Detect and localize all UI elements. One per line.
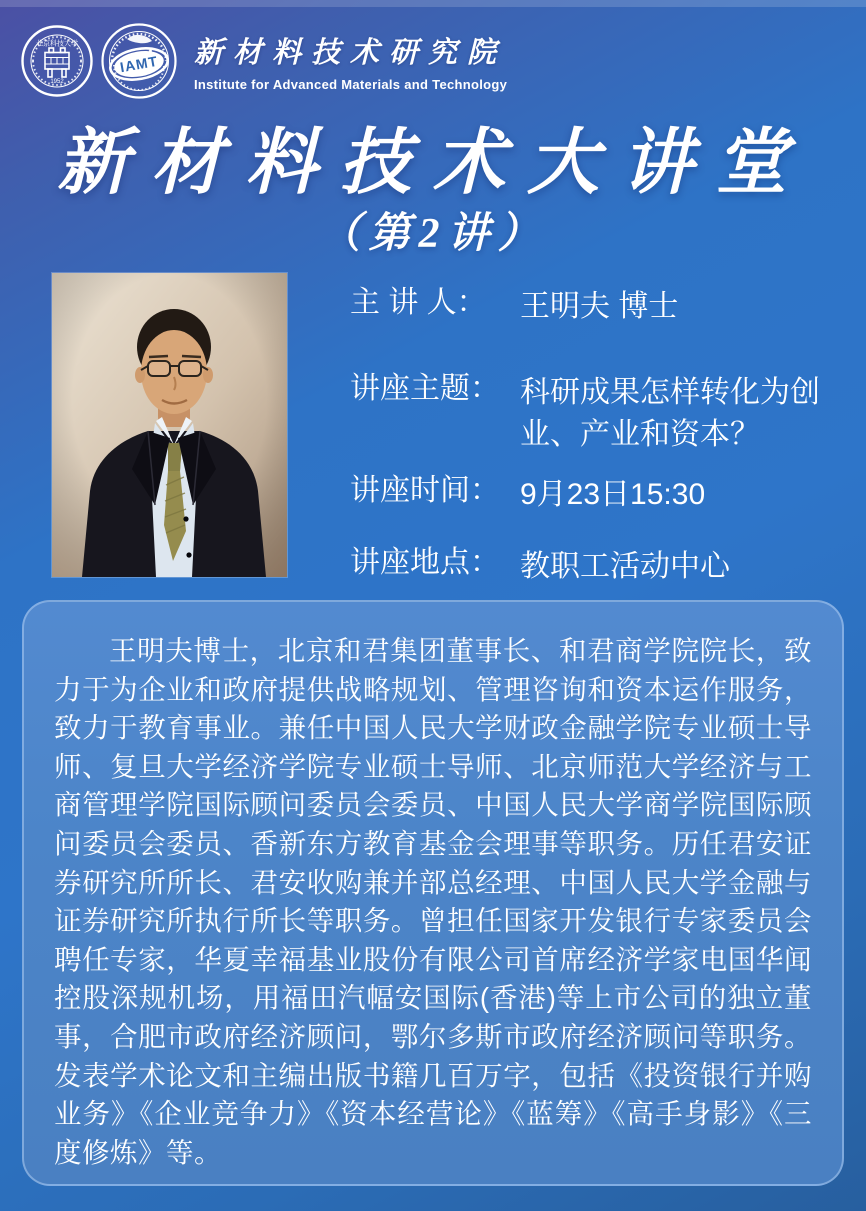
speaker-portrait-illustration bbox=[52, 273, 287, 577]
detail-location-value: 教职工活动中心 bbox=[520, 550, 730, 583]
biography-text: 王明夫博士，北京和君集团董事长、和君商学院院长，致力于为企业和政府提供战略规划、管理咨询和资本运作服务，致力于教育事业。兼任中国人民大学财政金融学院专业硕士导师、复旦大学经济学院专业硕士导师、北京师范大学经济与工商管理学院国际顾问委员会委员、中国人民大学商学院国际顾问委员会委员、香新东方教育基金会理事等职务。历任君安证券研究所所长、君安收购兼并部总经理、中国人民大学金融与证券研究所执行所长等职务。曾担任国家开发银行专家委员会聘任专家，华夏幸福基业股份有限公司首席经济学家电国华闻控股深规机场，用福田汽幅安国际(香港)等上市公司的独立董事，合肥市政府经济顾问，鄂尔多斯市政府经济顾问等职务。发表学术论文和主编出版书籍几百万字，包括《投资银行并购业务》《企业竞争力》《资本经营论》《蓝筹》《高手身影》《三度修炼》等。 bbox=[54, 635, 812, 1168]
detail-speaker bbox=[350, 286, 840, 328]
detail-time-value: 9月23日15:30 bbox=[520, 478, 706, 511]
ustb-seal-logo bbox=[20, 24, 94, 98]
detail-location bbox=[350, 546, 840, 588]
detail-time-label: 讲座时间： bbox=[350, 474, 500, 507]
iamt-globe-icon bbox=[100, 22, 178, 100]
detail-location-label: 讲座地点： bbox=[350, 546, 500, 579]
session-subtitle: （第2讲） bbox=[318, 211, 548, 257]
detail-time bbox=[350, 474, 840, 516]
detail-topic-value: 科研成果怎样转化为创业、产业和资本？ bbox=[520, 376, 820, 451]
seal-top-text: 北京科技大学 bbox=[36, 40, 78, 48]
iamt-acronym: IAMT bbox=[118, 52, 160, 76]
detail-topic bbox=[350, 372, 840, 456]
ding-vessel-icon bbox=[20, 24, 94, 98]
institute-name-cn: 新材料技术研究院 bbox=[194, 37, 507, 69]
seal-year: 1952 bbox=[50, 79, 64, 85]
top-edge-highlight bbox=[0, 0, 866, 7]
header bbox=[20, 22, 507, 100]
biography-panel bbox=[22, 600, 844, 1186]
main-title: 新材料技术大讲堂 bbox=[56, 123, 809, 203]
institute-name-block bbox=[194, 30, 507, 92]
detail-topic-label: 讲座主题： bbox=[350, 372, 500, 405]
lecture-details bbox=[350, 286, 840, 588]
institute-name-en: Institute for Advanced Materials and Technology bbox=[194, 77, 508, 92]
detail-speaker-label: 主 讲 人： bbox=[350, 286, 487, 319]
detail-speaker-value: 王明夫 博士 bbox=[520, 290, 679, 323]
speaker-photo bbox=[52, 273, 287, 577]
iamt-logo bbox=[100, 22, 178, 100]
